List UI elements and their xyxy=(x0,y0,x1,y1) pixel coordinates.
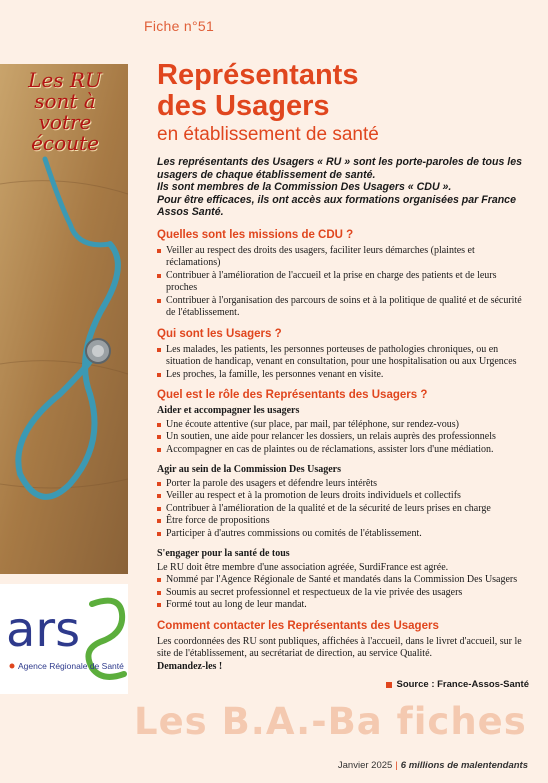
source-note xyxy=(157,679,529,690)
main-content xyxy=(157,60,529,690)
source-bullet-icon xyxy=(386,682,392,688)
page-subtitle: en établissement de santé xyxy=(157,124,379,145)
list-item: Contribuer à l'organisation des parcours de soins et à la politique de qualité et de sécurité de l'établissement. xyxy=(157,295,529,320)
list-item: Contribuer à l'amélioration de l'accueil et la prise en charge des patients et de leurs proches xyxy=(157,270,529,295)
list-item: Nommé par l'Agence Régionale de Santé et mandatés dans la Commission Des Usagers xyxy=(157,574,529,587)
footer-separator: | xyxy=(395,760,398,771)
missions-list xyxy=(157,245,529,320)
intro-line: Les représentants des Usagers « RU » sont les porte-paroles de tous les usagers de chaque établissement de santé. xyxy=(157,156,523,181)
role-subheading: Aider et accompagner les usagers xyxy=(157,405,300,417)
usagers-list xyxy=(157,344,529,382)
ars-logo xyxy=(0,584,128,694)
footer-date: Janvier 2025 xyxy=(337,760,393,771)
series-title: Les B.A.-Ba fiches xyxy=(134,700,527,743)
ars-logo-mark xyxy=(0,584,128,694)
stethoscope-photo xyxy=(0,64,128,574)
footer-line xyxy=(338,760,528,771)
contact-text: Les coordonnées des RU sont publiques, affichées à l'accueil, dans le livret d'accueil, sur le site de l'établissement, au secrétariat de direction, au service Qualité. xyxy=(157,635,522,660)
footer-tagline: 6 millions de malentendants xyxy=(400,760,528,771)
contact-cta: Demandez-les ! xyxy=(157,660,223,672)
list-item: Un soutien, une aide pour relancer les dossiers, un relais auprès des professionnels xyxy=(157,431,529,444)
intro-line: Ils sont membres de la Commission Des Usagers « CDU ». xyxy=(157,181,452,194)
section-heading-missions: Quelles sont les missions de CDU ? xyxy=(157,228,354,241)
section-heading-usagers: Qui sont les Usagers ? xyxy=(157,327,282,340)
list-item: Contribuer à l'amélioration de la qualité et de la sécurité de leurs prises en charge xyxy=(157,503,529,516)
ars-logo-letters: ars xyxy=(6,602,81,658)
list-item: Formé tout au long de leur mandat. xyxy=(157,599,529,612)
list-item: Veiller au respect et à la promotion de leurs droits individuels et collectifs xyxy=(157,490,529,503)
engage-subheading: S'engager pour la santé de tous xyxy=(157,548,290,560)
list-item: Les proches, la famille, les personnes venant en visite. xyxy=(157,369,529,382)
role-cdu-list xyxy=(157,478,529,541)
intro-line: Pour être efficaces, ils ont accès aux formations organisées par France Assos Santé. xyxy=(157,193,516,219)
source-text: Source : France-Assos-Santé xyxy=(396,679,529,691)
role-subheading: Agir au sein de la Commission Des Usagers xyxy=(157,464,341,476)
section-heading-role: Quel est le rôle des Représentants des Usagers ? xyxy=(157,389,428,402)
intro-text xyxy=(157,156,529,219)
list-item: Veiller au respect des droits des usagers, faciliter leurs démarches (plaintes et réclamations) xyxy=(157,245,529,270)
engage-list xyxy=(157,574,529,612)
list-item: Une écoute attentive (sur place, par mail, par téléphone, sur rendez-vous) xyxy=(157,419,529,432)
list-item: Participer à d'autres commissions ou comités de l'établissement. xyxy=(157,528,529,541)
list-item: Porter la parole des usagers et défendre leurs intérêts xyxy=(157,478,529,491)
section-heading-contact: Comment contacter les Représentants des Usagers xyxy=(157,619,439,632)
title-line1: Représentants xyxy=(157,59,359,91)
ars-logo-subtitle: Agence Régionale de Santé xyxy=(18,661,124,671)
list-item: Être force de propositions xyxy=(157,515,529,528)
page-title xyxy=(157,60,529,122)
title-line2: des Usagers xyxy=(157,90,330,122)
fiche-number: Fiche n°51 xyxy=(144,18,215,34)
list-item: Accompagner en cas de plaintes ou de réclamations, assister lors d'une médiation. xyxy=(157,444,529,457)
photo-caption: Les RU sont à votre écoute xyxy=(28,68,102,155)
engage-text: Le RU doit être membre d'une association agréée, SurdiFrance est agrée. xyxy=(157,561,449,573)
list-item: Soumis au secret professionnel et respectueux de la vie privée des usagers xyxy=(157,587,529,600)
list-item: Les malades, les patients, les personnes porteuses de pathologies chroniques, ou en situation de handicap, venant en consultation, pour une hospitalisation ou aux Urgences xyxy=(157,344,529,369)
role-aid-list xyxy=(157,419,529,457)
